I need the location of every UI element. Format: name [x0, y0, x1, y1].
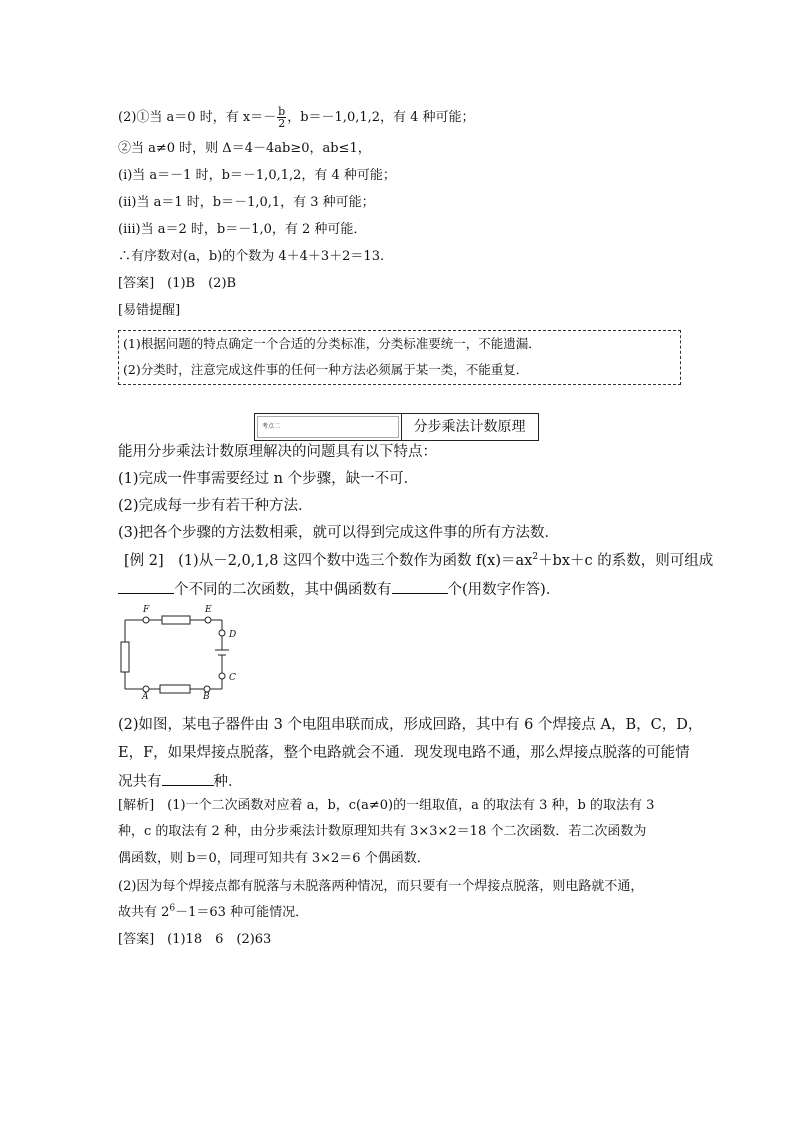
fraction-numerator: b [278, 105, 286, 118]
label-d: D [229, 630, 237, 640]
solution-line: (ⅰ)当 a＝－1 时，b＝－1,0,1,2，有 4 种可能； [118, 168, 396, 183]
solder-point-d [219, 630, 225, 636]
intro-line: (3)把各个步骤的方法数相乘，就可以得到完成这件事的所有方法数． [118, 525, 560, 541]
text-segment: ，b＝－1,0,1,2，有 4 种可能； [287, 110, 475, 125]
resistor [160, 685, 190, 693]
superscript: 6 [169, 903, 176, 914]
solution-line: ∴有序数对(a，b)的个数为 4＋4＋3＋2＝13. [118, 249, 385, 264]
fraction [277, 106, 286, 129]
text-segment: 个不同的二次函数，其中偶函数有 [174, 582, 392, 598]
example-line: (2)如图，某电子器件由 3 个电阻串联而成，形成回路，其中有 6 个焊接点 A，B，C，D， [118, 717, 703, 733]
solution-line [118, 905, 308, 921]
resistor [162, 616, 190, 624]
example-line: E，F，如果焊接点脱落，整个电路就会不通．现发现电路不通，那么焊接点脱落的可能情 [118, 745, 690, 761]
label-e: E [205, 605, 212, 615]
text-segment: 个(用数字作答)． [447, 582, 561, 598]
intro-line: (1)完成一件事需要经过 n 个步骤，缺一不可． [118, 471, 419, 487]
text-segment: ＋bx＋c 的系数，则可组成 [538, 553, 714, 569]
solder-point-c [219, 673, 225, 679]
answer-blank[interactable] [392, 579, 448, 594]
solution-line [118, 106, 475, 129]
solution-line: ②当 a≠0 时，则 Δ＝4－4ab≥0，ab≤1， [118, 141, 371, 156]
text-segment: 况共有 [118, 774, 162, 790]
tip-box [118, 330, 681, 385]
label-c: C [229, 673, 236, 683]
solder-point-e [205, 617, 211, 623]
resistor [121, 642, 129, 672]
text-segment: －1＝63 种可能情况． [175, 905, 309, 920]
solution-line: 种，c 的取法有 2 种，由分步乘法计数原理知共有 3×3×2＝18 个二次函数．若二次函数为 [118, 824, 647, 839]
solder-point-f [143, 617, 149, 623]
answer-line: [答案] (1)18 6 (2)63 [118, 932, 272, 947]
example-line [124, 552, 713, 570]
answer-line: [答案] (1)B (2)B [118, 276, 237, 291]
intro-line: (2)完成每一步有若干种方法． [118, 498, 313, 514]
fraction-denominator: 2 [278, 117, 286, 130]
superscript: 2 [532, 552, 539, 563]
solution-line: (2)因为每个焊接点都有脱落与未脱落两种情况，而只要有一个焊接点脱落，则电路就不通， [118, 879, 644, 894]
answer-blank[interactable] [118, 579, 174, 594]
answer-blank[interactable] [162, 771, 214, 786]
intro-line: 能用分步乘法计数原理解决的问题具有以下特点： [118, 444, 437, 460]
solution-line: [解析] (1)一个二次函数对应着 a，b，c(a≠0)的一组取值，a 的取法有 3 种，b 的取法有 3 [118, 798, 655, 813]
tip-label: [易错提醒] [118, 303, 181, 318]
section-header [254, 413, 539, 441]
tip-item: (1)根据问题的特点确定一个合适的分类标准，分类标准要统一，不能遗漏． [123, 336, 541, 351]
circuit-diagram [110, 600, 250, 700]
text-segment: (1)从－2,0,1,8 这四个数中选三个数作为函数 f(x)＝ax [163, 553, 533, 569]
label-f: F [143, 605, 150, 615]
solution-line: (ⅱ)当 a＝1 时，b＝－1,0,1，有 3 种可能； [118, 195, 375, 210]
section-title: 分步乘法计数原理 [413, 419, 526, 435]
label-a: A [142, 692, 149, 700]
text-segment: (2)①当 a＝0 时，有 x＝－ [118, 110, 277, 125]
example-line [118, 579, 560, 599]
example-line [118, 771, 243, 791]
text-segment: 故共有 2 [118, 905, 170, 920]
text-segment: 种． [213, 774, 243, 790]
example-label: [例 2] [124, 553, 164, 569]
tip-item: (2)分类时，注意完成这件事的任何一种方法必须属于某一类，不能重复． [123, 362, 529, 377]
section-tag: 考点二 [262, 423, 281, 430]
label-b: B [203, 692, 210, 700]
section-tag-box [257, 416, 399, 438]
solution-line: (ⅲ)当 a＝2 时，b＝－1,0，有 2 种可能． [118, 222, 367, 237]
solution-line: 偶函数，则 b＝0，同理可知共有 3×2＝6 个偶函数． [118, 851, 430, 866]
